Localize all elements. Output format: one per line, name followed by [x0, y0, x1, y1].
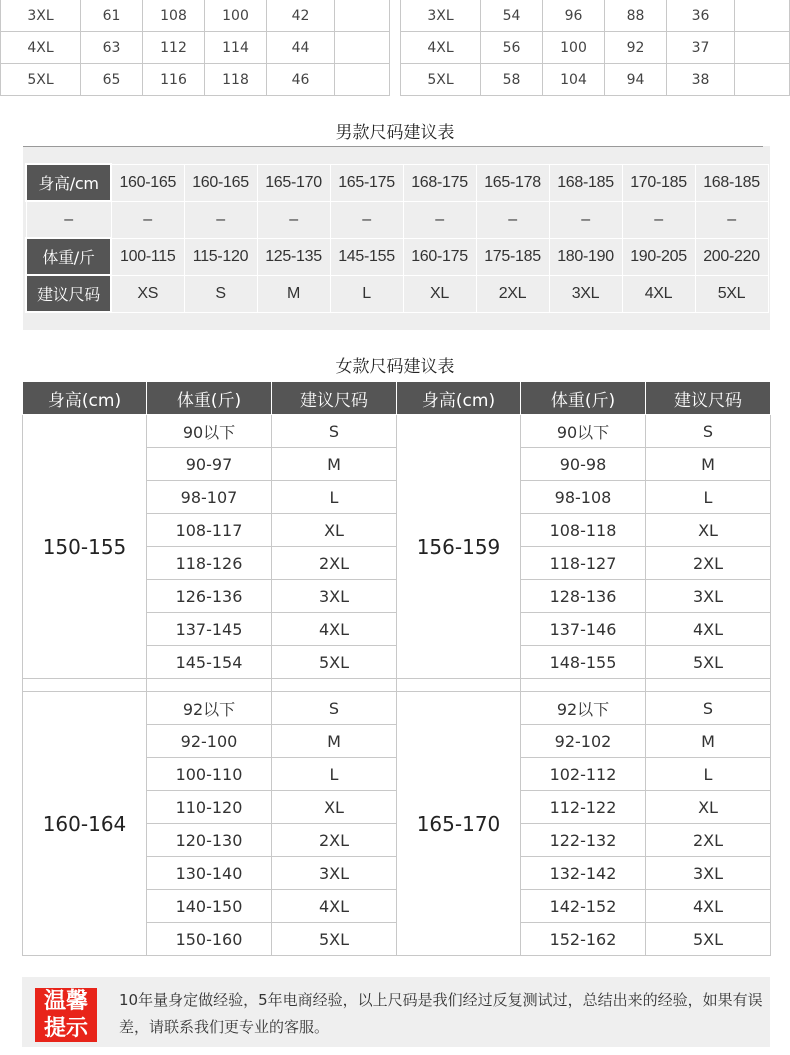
women-header-cell: 建议尺码 — [272, 382, 397, 415]
women-left-weight: 137-145 — [147, 613, 272, 646]
women-left-weight: 130-140 — [147, 857, 272, 890]
table-cell — [735, 32, 790, 64]
table-cell: 114 — [205, 32, 267, 64]
men-dash-cell: – — [257, 201, 330, 238]
men-weight-cell: 145-155 — [330, 238, 403, 275]
table-cell — [335, 64, 390, 96]
women-right-weight: 102-112 — [521, 758, 646, 791]
women-right-weight: 142-152 — [521, 890, 646, 923]
women-right-size: XL — [646, 514, 771, 547]
table-cell: 4XL — [1, 32, 81, 64]
men-weight-cell: 200-220 — [695, 238, 768, 275]
table-cell: 65 — [81, 64, 143, 96]
table-row — [1, 32, 390, 64]
women-left-size: XL — [272, 514, 397, 547]
men-dash-cell: – — [111, 201, 184, 238]
women-left-weight: 118-126 — [147, 547, 272, 580]
table-row — [401, 64, 790, 96]
table-cell: 100 — [543, 32, 605, 64]
table-cell: 3XL — [401, 0, 481, 32]
women-gap-cell — [147, 679, 272, 692]
men-height-row — [26, 164, 768, 201]
women-right-size: L — [646, 481, 771, 514]
women-left-weight: 92-100 — [147, 725, 272, 758]
women-right-weight: 118-127 — [521, 547, 646, 580]
table-cell: 118 — [205, 64, 267, 96]
men-dash-cell: – — [549, 201, 622, 238]
women-left-weight: 92以下 — [147, 692, 272, 725]
table-cell: 63 — [81, 32, 143, 64]
tip-badge — [35, 988, 97, 1042]
men-height-cell: 165-178 — [476, 164, 549, 201]
men-height-cell: 160-165 — [111, 164, 184, 201]
table-cell: 94 — [605, 64, 667, 96]
men-dash-cell: – — [622, 201, 695, 238]
women-right-size: 2XL — [646, 824, 771, 857]
men-size-cell: 4XL — [622, 275, 695, 312]
table-cell — [735, 0, 790, 32]
women-gap-cell — [521, 679, 646, 692]
women-right-weight: 128-136 — [521, 580, 646, 613]
men-dash-cell: – — [476, 201, 549, 238]
women-gap-cell — [23, 679, 147, 692]
women-right-weight: 112-122 — [521, 791, 646, 824]
table-cell: 36 — [667, 0, 735, 32]
women-right-size: M — [646, 725, 771, 758]
women-left-size: 3XL — [272, 580, 397, 613]
table-row — [1, 64, 390, 96]
men-title-rule — [23, 146, 763, 147]
women-right-weight: 108-118 — [521, 514, 646, 547]
women-header-row — [23, 382, 771, 415]
men-dash-row — [26, 201, 768, 238]
men-weight-cell: 115-120 — [184, 238, 257, 275]
women-right-height: 165-170 — [397, 692, 521, 956]
women-right-weight: 92以下 — [521, 692, 646, 725]
women-header-cell: 建议尺码 — [646, 382, 771, 415]
women-right-size: S — [646, 415, 771, 448]
women-size-table — [22, 381, 771, 956]
women-left-height: 150-155 — [23, 415, 147, 679]
women-left-size: M — [272, 448, 397, 481]
table-cell: 56 — [481, 32, 543, 64]
men-height-cell: 160-165 — [184, 164, 257, 201]
men-size-table — [25, 163, 769, 313]
men-weight-cell: 125-135 — [257, 238, 330, 275]
table-cell — [735, 64, 790, 96]
women-group-gap — [23, 679, 771, 692]
women-right-size: M — [646, 448, 771, 481]
table-row — [1, 0, 390, 32]
men-dash-cell: – — [330, 201, 403, 238]
men-size-cell: XS — [111, 275, 184, 312]
table-cell: 92 — [605, 32, 667, 64]
women-left-weight: 100-110 — [147, 758, 272, 791]
top-right-size-table — [400, 0, 790, 96]
women-left-size: M — [272, 725, 397, 758]
women-gap-cell — [272, 679, 397, 692]
women-header-cell: 身高(cm) — [397, 382, 521, 415]
women-gap-cell — [397, 679, 521, 692]
women-right-size: 5XL — [646, 646, 771, 679]
table-cell: 100 — [205, 0, 267, 32]
men-size-cell: M — [257, 275, 330, 312]
women-left-weight: 126-136 — [147, 580, 272, 613]
table-cell: 61 — [81, 0, 143, 32]
men-size-row — [26, 275, 768, 312]
table-cell: 54 — [481, 0, 543, 32]
women-left-weight: 90以下 — [147, 415, 272, 448]
women-right-size: L — [646, 758, 771, 791]
table-cell — [335, 32, 390, 64]
women-left-size: S — [272, 692, 397, 725]
women-right-size: 4XL — [646, 890, 771, 923]
men-size-cell: 5XL — [695, 275, 768, 312]
men-weight-cell: 100-115 — [111, 238, 184, 275]
table-cell: 42 — [267, 0, 335, 32]
women-right-weight: 92-102 — [521, 725, 646, 758]
tip-text: 10年量身定做经验，5年电商经验，以上尺码是我们经过反复测试过，总结出来的经验，如果有误差，请联系我们更专业的客服。 — [119, 991, 763, 1036]
women-left-size: XL — [272, 791, 397, 824]
table-cell: 3XL — [1, 0, 81, 32]
men-height-cell: 168-185 — [549, 164, 622, 201]
women-left-weight: 150-160 — [147, 923, 272, 956]
men-size-title: 男款尺码建议表 — [335, 123, 455, 143]
tip-box — [22, 977, 770, 1047]
table-cell: 4XL — [401, 32, 481, 64]
men-size-cell: 2XL — [476, 275, 549, 312]
men-weight-cell: 180-190 — [549, 238, 622, 275]
men-size-cell: 3XL — [549, 275, 622, 312]
men-size-cell: L — [330, 275, 403, 312]
men-height-cell: 168-175 — [403, 164, 476, 201]
top-left-size-table — [0, 0, 390, 96]
table-cell: 37 — [667, 32, 735, 64]
men-weight-cell: 190-205 — [622, 238, 695, 275]
women-left-weight: 145-154 — [147, 646, 272, 679]
table-cell: 46 — [267, 64, 335, 96]
men-height-cell: 165-170 — [257, 164, 330, 201]
women-right-size: XL — [646, 791, 771, 824]
table-cell: 88 — [605, 0, 667, 32]
table-cell: 38 — [667, 64, 735, 96]
table-cell: 5XL — [401, 64, 481, 96]
men-height-cell: 165-175 — [330, 164, 403, 201]
women-right-height: 156-159 — [397, 415, 521, 679]
women-left-weight: 120-130 — [147, 824, 272, 857]
women-left-size: 3XL — [272, 857, 397, 890]
men-height-cell: 170-185 — [622, 164, 695, 201]
table-cell — [335, 0, 390, 32]
women-left-weight: 90-97 — [147, 448, 272, 481]
women-size-title: 女款尺码建议表 — [335, 357, 455, 377]
women-left-size: 5XL — [272, 646, 397, 679]
women-right-weight: 90以下 — [521, 415, 646, 448]
men-size-label: 建议尺码 — [26, 275, 111, 312]
women-right-weight: 98-108 — [521, 481, 646, 514]
women-header-cell: 体重(斤) — [147, 382, 272, 415]
women-left-weight: 108-117 — [147, 514, 272, 547]
table-cell: 5XL — [1, 64, 81, 96]
table-row — [401, 0, 790, 32]
women-right-size: S — [646, 692, 771, 725]
men-size-cell: S — [184, 275, 257, 312]
women-right-size: 5XL — [646, 923, 771, 956]
women-row — [23, 692, 771, 725]
table-cell: 112 — [143, 32, 205, 64]
women-left-size: 4XL — [272, 890, 397, 923]
table-row — [401, 32, 790, 64]
men-size-table-panel — [23, 146, 770, 330]
women-left-weight: 110-120 — [147, 791, 272, 824]
women-left-size: 5XL — [272, 923, 397, 956]
women-left-weight: 98-107 — [147, 481, 272, 514]
men-dash-cell: – — [695, 201, 768, 238]
women-gap-cell — [646, 679, 771, 692]
men-dash-cell: – — [184, 201, 257, 238]
women-right-size: 3XL — [646, 580, 771, 613]
women-right-size: 4XL — [646, 613, 771, 646]
women-right-weight: 90-98 — [521, 448, 646, 481]
women-right-weight: 137-146 — [521, 613, 646, 646]
women-row — [23, 415, 771, 448]
men-size-cell: XL — [403, 275, 476, 312]
men-dash-cell: – — [26, 201, 111, 238]
table-cell: 104 — [543, 64, 605, 96]
women-left-size: S — [272, 415, 397, 448]
women-left-size: 2XL — [272, 547, 397, 580]
men-height-cell: 168-185 — [695, 164, 768, 201]
table-cell: 58 — [481, 64, 543, 96]
table-cell: 96 — [543, 0, 605, 32]
tip-badge-line1: 温馨 — [43, 989, 88, 1014]
men-weight-cell: 160-175 — [403, 238, 476, 275]
table-cell: 44 — [267, 32, 335, 64]
men-height-label: 身高/cm — [26, 164, 111, 201]
men-weight-label: 体重/斤 — [26, 238, 111, 275]
women-right-weight: 148-155 — [521, 646, 646, 679]
men-dash-cell: – — [403, 201, 476, 238]
women-left-size: 2XL — [272, 824, 397, 857]
table-cell: 116 — [143, 64, 205, 96]
women-header-cell: 体重(斤) — [521, 382, 646, 415]
men-weight-cell: 175-185 — [476, 238, 549, 275]
women-left-size: L — [272, 481, 397, 514]
table-cell: 108 — [143, 0, 205, 32]
women-left-size: 4XL — [272, 613, 397, 646]
women-right-size: 3XL — [646, 857, 771, 890]
women-right-size: 2XL — [646, 547, 771, 580]
tip-badge-line2: 提示 — [43, 1016, 88, 1041]
women-right-weight: 152-162 — [521, 923, 646, 956]
women-header-cell: 身高(cm) — [23, 382, 147, 415]
women-left-weight: 140-150 — [147, 890, 272, 923]
women-right-weight: 132-142 — [521, 857, 646, 890]
women-right-weight: 122-132 — [521, 824, 646, 857]
women-left-height: 160-164 — [23, 692, 147, 956]
women-left-size: L — [272, 758, 397, 791]
men-weight-row — [26, 238, 768, 275]
